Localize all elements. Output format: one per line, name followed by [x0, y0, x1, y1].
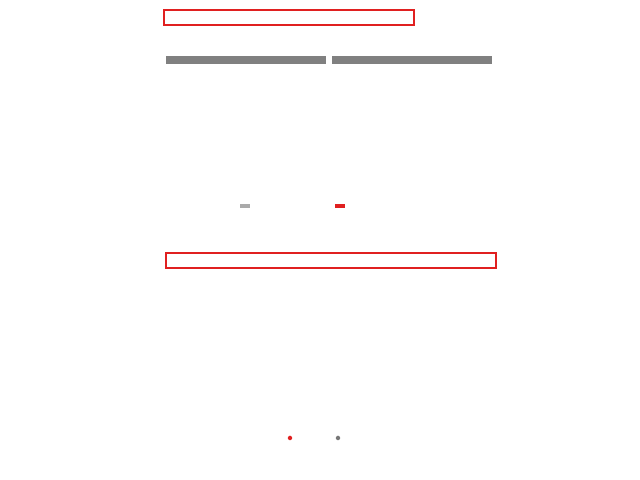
- legend-dot-mass: [336, 436, 340, 440]
- legend-dot-high: [288, 436, 292, 440]
